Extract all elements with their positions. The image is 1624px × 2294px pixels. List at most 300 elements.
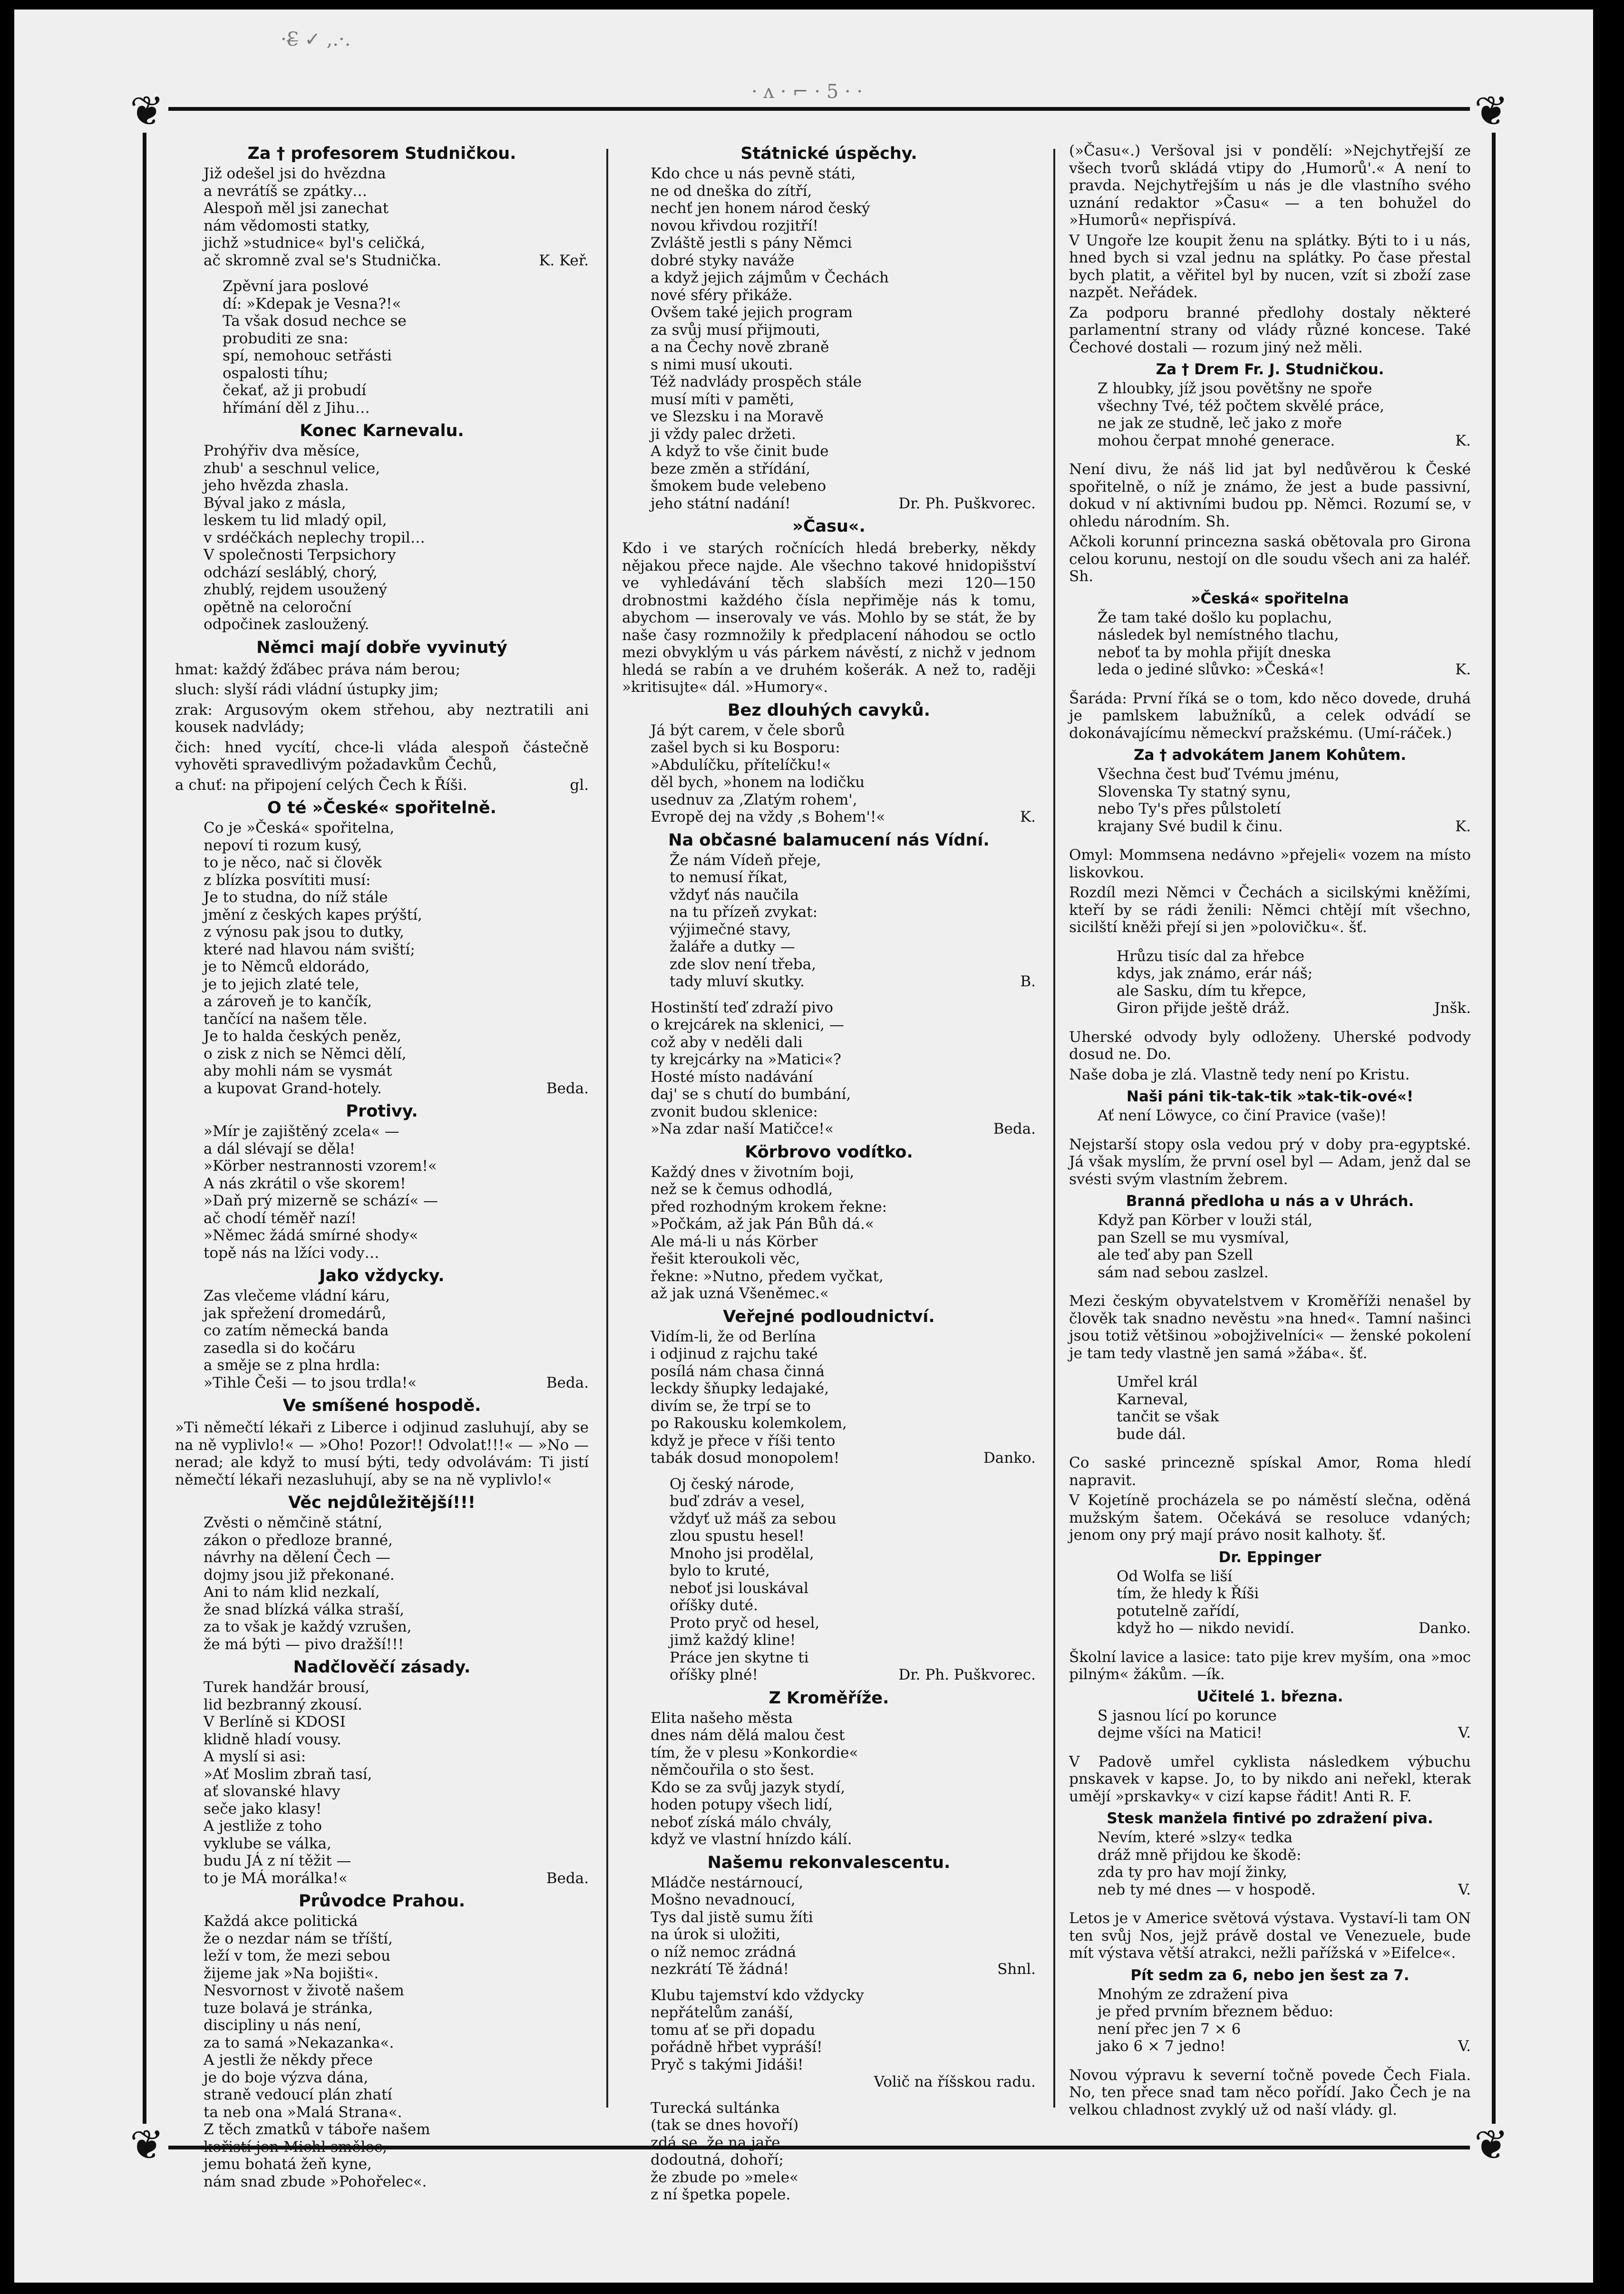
paragraph: Uherské odvody byly odloženy. Uherské podvody dosud ne. Do. — [1069, 1028, 1471, 1063]
verse-line: jeho státní nadání! — [651, 495, 791, 512]
article-heading: Ve smíšené hospodě. — [282, 1396, 481, 1415]
verse-line: to je MÁ morálka!« — [204, 1869, 348, 1887]
verse-line: buď zdráv a vesel, — [670, 1493, 805, 1510]
verse-line: Býval jako z másla, — [204, 494, 346, 512]
verse-line: němčouřila o sto šest. — [651, 1761, 815, 1779]
paragraph: Není divu, že náš lid jat byl nedůvěrou k České spořitelně, o níž je známo, že jest a bude passivní, dokud v ní aktivními budou pp. Němci. Rozumí se, v ohledu národním. Sh. — [1069, 461, 1471, 530]
spacer — [622, 1978, 1036, 1987]
verse-line: probuditi ze sna: — [223, 330, 349, 347]
verse-line: Umřel král — [1117, 1373, 1198, 1390]
author-signature: Beda. — [993, 1120, 1036, 1137]
article-heading: Veřejné podloudnictví. — [723, 1307, 935, 1326]
verse-line: Je to halda českých peněz, — [204, 1028, 401, 1045]
verse-line: leží v tom, že mezi sebou — [204, 1947, 391, 1964]
verse-line: Každá akce politická — [204, 1913, 358, 1930]
verse-line: S jasnou lící po korunce — [1098, 1707, 1277, 1724]
verse-line: nám snad zbude »Pohořelec«. — [204, 2173, 427, 2190]
verse-line: dráž mně přijdou ke škodě: — [1098, 1846, 1302, 1864]
verse-line: ne jak ze studně, leč jako z moře — [1098, 415, 1342, 432]
signed-line — [175, 777, 589, 794]
verse-line: a na Čechy nově zbraně — [651, 339, 829, 356]
verse-line: o krejcárek na sklenici, — — [651, 1016, 844, 1033]
article-heading: Za † advokátem Janem Kohůtem. — [1133, 747, 1407, 764]
author-signature: K. — [1455, 661, 1471, 678]
verse-line: zda ty pro hav mojí žinky, — [1098, 1864, 1288, 1881]
scan-mark: ·Ɛ̶ ✓ ,.·. — [281, 29, 351, 50]
verse-line: i odjinud z rajchu také — [651, 1345, 818, 1362]
verse-line: dí: »Kdepak je Vesna?!« — [223, 295, 401, 312]
verse-line: ale Sasku, dím tu křepce, — [1117, 982, 1307, 1000]
signed-line — [175, 252, 589, 270]
verse-line: kořistí jen Michl smělec, — [204, 2138, 387, 2156]
verse-line: »Němec žádá smírné shody« — [204, 1227, 418, 1244]
verse-line: divím se, že trpí se to — [651, 1397, 811, 1415]
author-signature: Beda. — [546, 1079, 589, 1097]
verse-line: »Ať Moslim zbraň tasí, — [204, 1765, 372, 1783]
signed-line — [1069, 1881, 1471, 1899]
verse-line: Mnoho jsi prodělal, — [670, 1545, 814, 1562]
verse-line: Tys dal jistě sumu žíti — [651, 1908, 813, 1926]
verse-line: tady mluví skutky. — [670, 973, 805, 990]
verse-line: na tu přízeň zvykat: — [670, 904, 818, 921]
paragraph: (»Času«.) Veršoval jsi v pondělí: »Nejchytřejší ze všech tvorů skládá vtipy do ,Humorů'.« A není to pravda. Nejchytřejším u nás je dle vlastního svého uznání redaktor »Času« — a ten bohužel do »Humorů« nepřispívá. — [1069, 142, 1471, 229]
signed-line — [622, 1666, 1036, 1684]
author-signature: K. — [1455, 432, 1471, 449]
verse-line: Ale má-li u nás Körber — [651, 1233, 818, 1250]
verse-line: jmění z českých kapes prýští, — [204, 906, 422, 923]
article-heading: Průvodce Prahou. — [298, 1892, 466, 1911]
verse-line: Já být carem, v čele sborů — [651, 721, 845, 739]
author-signature: Beda. — [546, 1869, 589, 1887]
verse-line: Nesvornost v životě našem — [204, 1982, 404, 1999]
article-heading: Naši páni tik-tak-tik »tak-tik-ové«! — [1126, 1088, 1414, 1105]
signed-line — [1069, 661, 1471, 679]
verse-line: »Na zdar naší Matičce!« — [651, 1120, 834, 1137]
verse-line: vždyť nás naučila — [670, 886, 799, 904]
author-signature: K. — [1020, 808, 1036, 826]
verse-line: Ovšem také jejich program — [651, 304, 853, 321]
verse-line: návrhy na dělení Čech — — [204, 1549, 390, 1566]
verse-line: discipliny u nás není, — [204, 2017, 362, 2034]
verse-line: pan Szell se mu vysmíval, — [1098, 1229, 1290, 1246]
paragraph: »Ti němečtí lékaři z Liberce i odjinud zasluhují, aby se na ně vyplivlo!« — »Oho! Pozor!! Odvolat!!!« — »No — nerad; ale když to musí býti, tedy odvolávám: Ti jistí němečtí lékaři nezasluhují, aby se na ně vyplivlo!« — [175, 1419, 589, 1488]
verse-line: dodoutná, dohoří; — [651, 2151, 784, 2168]
paragraph: Omyl: Mommsena nedávno »přejeli« vozem na místo liskovkou. — [1069, 846, 1471, 881]
verse-line: A myslí si asi: — [204, 1748, 306, 1765]
paragraph: Mezi českým obyvatelstvem v Kroměříži nenašel by člověk tak snadno nevěstu »na hned«. Tamní našinci jsou totiž většinou »obojživelníci« — ženské pokolení je tam tedy vlastně jen samá »žába«. šť. — [1069, 1293, 1471, 1362]
author-signature: Shnl. — [997, 1961, 1036, 1978]
verse-line: dobré styky naváže — [651, 252, 795, 269]
verse-line: ty krejcárky na »Matici«? — [651, 1051, 841, 1068]
verse-line: je to jejich zlaté tele, — [204, 975, 360, 993]
verse-line: Turek handžár brousí, — [204, 1679, 370, 1696]
verse-line: a když jejich zájmům v Čechách — [651, 269, 889, 286]
article-heading: Konec Karnevalu. — [300, 421, 464, 440]
verse-line: ospalosti tíhu; — [223, 364, 329, 382]
verse-line: je do boje výzva dána, — [204, 2069, 369, 2086]
spacer — [175, 269, 589, 278]
verse-line: A jestliže z toho — [204, 1818, 322, 1835]
verse-line: jichž »studnice« byl's celičká, — [204, 234, 426, 252]
verse-line: Prohýřiv dva měsíce, — [204, 442, 360, 459]
scan-mark: · ʌ · ⌐ · 5 · · — [751, 81, 863, 103]
verse-line: zašel bych si ku Bosporu: — [651, 739, 840, 756]
paragraph: Co saské princezně spískal Amor, Roma hledí napravit. — [1069, 1454, 1471, 1489]
paragraph: Ačkoli korunní princezna saská obětovala pro Girona celou korunu, nestojí on dle soudu všech ani za haléř. Sh. — [1069, 533, 1471, 585]
verse-line: leckdy šňupky ledajaké, — [651, 1380, 829, 1397]
verse-line: za svůj musí přijmouti, — [651, 321, 820, 339]
verse-line: odchází sesláblý, chorý, — [204, 564, 378, 581]
paragraph: Kdo i ve starých ročnících hledá breberky, někdy nějakou přece najde. Ale všechno takové hnidopišství ve vyhledávání těch slabších mezi 120—150 drobnostmi každého čísla nepřiměje nás k tomu, abychom — inserovaly ve vás. Mohlo by se stát, že by naše časy rozmnožily k předplacení náhodou se octlo mezi obvyklým u vás párkem návěstí, z nichž v jednom hledá se rabín a ve druhém košerák. A než to, raději »kritisujte« dál. »Humory«. — [622, 540, 1036, 696]
verse-line: nepoví ti rozum kusý, — [204, 836, 362, 854]
article-heading: O té »České« spořitelně. — [267, 798, 496, 817]
verse-line: zákon o předloze branné, — [204, 1531, 393, 1549]
spacer — [1069, 1281, 1471, 1290]
paragraph: Školní lavice a lasice: tato pije krev myším, ona »moc pilným« žákům. —ík. — [1069, 1648, 1471, 1683]
verse-line: aby mohli nám se vysmát — [204, 1062, 392, 1079]
spacer — [1069, 835, 1471, 844]
verse-line: krajany Své budil k činu. — [1098, 817, 1283, 835]
article-heading: Státnické úspěchy. — [740, 144, 917, 163]
corner-ornament-icon: ❦ — [1470, 2124, 1513, 2167]
article-heading: Branná předloha u nás a v Uhrách. — [1126, 1193, 1414, 1210]
verse-line: Mošno nevadnoucí, — [651, 1891, 796, 1908]
verse-line: vždyť už máš za sebou — [670, 1510, 836, 1527]
author-signature: V. — [1458, 1881, 1471, 1898]
verse-line: z ní špetka popele. — [651, 2186, 791, 2203]
verse-line: je to Němců eldorádo, — [204, 958, 370, 975]
verse-line: tím, že v plesu »Konkordie« — [651, 1744, 858, 1761]
article-heading: Jako vždycky. — [319, 1266, 445, 1285]
verse-line: vyklube se válka, — [204, 1835, 331, 1852]
verse-line: ta neb ona »Malá Strana«. — [204, 2103, 402, 2121]
author-signature: gl. — [570, 776, 589, 794]
verse-line: posílá nám chasa činná — [651, 1362, 825, 1380]
verse-line: Hosté místo nadávání — [651, 1068, 813, 1086]
verse-line: když je přece v říši tento — [651, 1432, 836, 1449]
verse-line: Že nám Vídeň přeje, — [670, 851, 821, 869]
verse-line: daj' se s chutí do bumbání, — [651, 1086, 851, 1103]
verse-line: oříšky duté. — [670, 1597, 758, 1614]
author-signature: K. Keř. — [539, 252, 589, 269]
verse-line: ale teď aby pan Szell — [1098, 1246, 1253, 1264]
verse-line: všechny Tvé, též počtem skvělé práce, — [1098, 397, 1384, 415]
verse-line: Zpěvní jara poslové — [223, 278, 369, 295]
verse-line: že o nezdar nám se tříští, — [204, 1930, 393, 1947]
verse-line: Alespoň měl jsi zanechat — [204, 200, 389, 217]
verse-line: Klubu tajemství kdo vždycky — [651, 1986, 864, 2004]
article-heading: Nadčlověčí zásady. — [293, 1658, 471, 1677]
verse-line: leskem tu lid mladý opil, — [204, 512, 387, 529]
verse-line: kdys, jak známo, erár náš; — [1117, 965, 1313, 982]
verse-line: Kdo se za svůj jazyk stydí, — [651, 1779, 846, 1796]
verse-line: dejme všíci na Matici! — [1098, 1724, 1263, 1741]
article-heading: Stesk manžela fintivé po zdražení piva. — [1107, 1810, 1433, 1827]
verse-line: A nás zkrátil o vše skorem! — [204, 1175, 406, 1192]
verse-line: dnes nám dělá malou čest — [651, 1727, 845, 1744]
article-heading: Za † profesorem Studničkou. — [247, 144, 516, 163]
verse-line: Práce jen skytne ti — [670, 1649, 809, 1666]
verse-line: A jestli že někdy přece — [204, 2051, 373, 2069]
verse-line: Co je »Česká« spořitelna, — [204, 819, 395, 836]
verse-line: tím, že hledy k Říši — [1117, 1585, 1259, 1602]
verse-line: Nevím, které »slzy« tedka — [1098, 1829, 1293, 1846]
article-heading: Za † Drem Fr. J. Studničkou. — [1156, 361, 1384, 378]
spacer — [1069, 1443, 1471, 1451]
corner-ornament-icon: ❦ — [126, 90, 168, 133]
verse-line: Giron přijde ještě dráž. — [1117, 1000, 1290, 1017]
verse-line: Kdo chce u nás pevně státi, — [651, 165, 856, 182]
verse-line: a chuť: na připojení celých Čech k Říši. — [175, 776, 467, 794]
verse-line: nepřátelům zanáší, — [651, 2004, 794, 2021]
author-signature: B. — [1020, 973, 1036, 990]
verse-line: není přec jen 7 × 6 — [1098, 2020, 1241, 2038]
signed-line — [1069, 818, 1471, 836]
article-heading: Němci mají dobře vyvinutý — [256, 638, 507, 657]
verse-line: s nimi musí ukouti. — [651, 356, 793, 373]
article-heading: Dr. Eppinger — [1218, 1548, 1322, 1566]
verse-line: Hrůzu tisíc dal za hřebce — [1117, 947, 1304, 965]
verse-line: Elita našeho města — [651, 1709, 793, 1727]
verse-line: tuze bolavá je stránka, — [204, 1999, 373, 2017]
verse-line: tabák dosud monopolem! — [651, 1449, 840, 1467]
verse-line: »Mír je zajištěný zcela« — — [204, 1123, 399, 1140]
spacer — [1069, 1637, 1471, 1646]
signed-line — [175, 1374, 589, 1392]
verse-line: V společnosti Terpsichory — [204, 546, 396, 564]
verse-line: na úrok si uložiti, — [651, 1926, 781, 1943]
verse-line: neb ty mé dnes — v hospodě. — [1098, 1881, 1316, 1898]
verse-line: co zatím německá banda — [204, 1322, 389, 1339]
paragraph: V Padově umřel cyklista následkem výbuchu pnskavek v kapse. Jo, to by nikdo ani neřekl, kterak umějí »prskavky« v cizí kapse řádit! Anti R. F. — [1069, 1753, 1471, 1805]
verse-line: Volič na říšskou radu. — [874, 2073, 1036, 2090]
article-heading: »Času«. — [792, 517, 865, 536]
paragraph: Novou výpravu k severní točně povede Čech Fiala. No, ten přece snad tam něco pořídí. Jako Čech je na velkou chladnost zvyklý už od naší vlády. gl. — [1069, 2066, 1471, 2119]
verse-line: což aby v neděli dali — [651, 1033, 803, 1051]
column-2 — [622, 139, 1036, 2203]
verse-line: beze změn a střídání, — [651, 460, 811, 477]
verse-line: Všechna čest buď Tvému jménu, — [1098, 766, 1340, 783]
verse-line: potutelně zařídí, — [1117, 1602, 1240, 1620]
verse-line: ač skromně zval se's Studnička. — [204, 252, 441, 269]
verse-line: když ve vlastní hnízdo kálí. — [651, 1831, 852, 1848]
verse-line: že zbude po »mele« — [651, 2168, 799, 2186]
spacer — [1069, 1125, 1471, 1133]
spacer — [1069, 1898, 1471, 1907]
spacer — [1069, 1365, 1471, 1373]
signed-line — [1069, 1620, 1471, 1637]
verse-line: Každý dnes v životním boji, — [651, 1163, 855, 1181]
verse-line: šmokem bude velebeno — [651, 477, 827, 495]
verse-line: jak spřežení dromedárů, — [204, 1304, 387, 1322]
verse-line: Evropě dej na vždy ,s Bohem'!« — [651, 808, 885, 826]
verse-line: že snad blízká válka straší, — [204, 1601, 405, 1618]
verse-line: dojmy jsou již překonané. — [204, 1566, 395, 1584]
author-signature: V. — [1458, 2038, 1471, 2055]
verse-line: tomu ať se při dopadu — [651, 2021, 816, 2039]
verse-line: z blízka posvítiti musí: — [204, 871, 371, 889]
verse-line: děl bych, »honem na lodičku — [651, 774, 865, 791]
signed-line — [622, 973, 1036, 991]
signed-line — [1069, 2038, 1471, 2055]
paragraph: Rozdíl mezi Němci v Čechách a sicilskými kněžími, kteří by se rádi ženili: Němci chtějí mít všechno, sicilští kněži přejí si jen »polovičku«. šť. — [1069, 884, 1471, 936]
verse-line: Mládče nestárnoucí, — [651, 1874, 804, 1891]
verse-line: ne od dneška do zítří, — [651, 182, 812, 200]
paragraph: zrak: Argusovým okem střehou, aby neztratili ani kousek nadvlády; — [175, 701, 589, 736]
verse-line: ač chodí téměř nazí! — [204, 1209, 357, 1227]
verse-line: za to samá »Nekazanka«. — [204, 2034, 394, 2051]
paragraph: sluch: slyší rádi vládní ústupky jim; — [175, 681, 439, 698]
signed-line — [622, 1449, 1036, 1467]
article-heading: Na občasné balamucení nás Vídní. — [668, 830, 990, 850]
signed-line — [175, 1080, 589, 1098]
verse-line: »Tihle Češi — to jsou trdla!« — [204, 1374, 417, 1391]
verse-line: musí míti v paměti, — [651, 390, 795, 408]
signed-line — [622, 1961, 1036, 1978]
corner-ornament-icon: ❦ — [1470, 90, 1513, 133]
verse-line: bude dál. — [1117, 1425, 1186, 1443]
verse-line: Již odešel jsi do hvězdna — [204, 165, 386, 182]
article-heading: Našemu rekonvalescentu. — [707, 1853, 951, 1872]
verse-line: žijeme jak »Na bojišti«. — [204, 1964, 379, 1982]
verse-line: bylo to kruté, — [670, 1562, 770, 1579]
verse-line: (tak se dnes hovoří) — [651, 2117, 799, 2134]
author-signature: Dr. Ph. Puškvorec. — [898, 1666, 1036, 1683]
verse-line: novou křivdou rozjitří! — [651, 217, 818, 234]
verse-line: Proto pryč od hesel, — [670, 1614, 820, 1632]
verse-line: hřímání děl z Jihu… — [223, 399, 370, 417]
verse-line: nám vědomosti statky, — [204, 217, 370, 234]
verse-line: odpočinek zasloužený. — [204, 616, 370, 633]
verse-line: tančit se však — [1117, 1408, 1219, 1425]
verse-line: zhublý, rejdem usoužený — [204, 581, 388, 598]
verse-line: a nevrátíš se zpátky… — [204, 182, 368, 200]
verse-line: Mnohým ze zdražení piva — [1098, 1985, 1289, 2003]
verse-line: Ať není Löwyce, co činí Pravice (vaše)! — [1098, 1107, 1387, 1124]
verse-line: ve Slezsku i na Moravě — [651, 408, 824, 425]
verse-line: neboť jsi louskával — [670, 1579, 809, 1597]
article-heading: »Česká« spořitelna — [1191, 590, 1349, 607]
spacer — [622, 1467, 1036, 1476]
column-rule — [1053, 149, 1055, 2108]
verse-line: »Körber nestrannosti vzorem!« — [204, 1157, 437, 1175]
verse-line: Ani to nám klid nezkalí, — [204, 1584, 380, 1601]
verse-line: zlou spustu hesel! — [670, 1527, 805, 1545]
signed-line — [1069, 432, 1471, 450]
author-signature: Beda. — [546, 1374, 589, 1391]
verse-line: Od Wolfa se liší — [1117, 1567, 1233, 1585]
verse-line: zasedla si do kočáru — [204, 1339, 356, 1357]
verse-line: sám nad sebou zaslzel. — [1098, 1264, 1269, 1281]
verse-line: neboť získá málo chvály, — [651, 1813, 832, 1831]
verse-line: nechť jen honem národ český — [651, 200, 870, 217]
verse-line: topě nás na lžíci vody… — [204, 1244, 379, 1262]
verse-line: Hostinští teď zdraží pivo — [651, 999, 834, 1016]
verse-line: za to však je každý vzrušen, — [204, 1618, 412, 1635]
verse-line: Turecká sultánka — [651, 2099, 780, 2117]
verse-line: které nad hlavou nám sviští; — [204, 941, 415, 958]
verse-line: Ta však dosud nechce se — [223, 312, 407, 330]
verse-line: zde slov není třeba, — [670, 955, 817, 973]
paragraph: Nejstarší stopy osla vedou prý v doby pra-egyptské. Já však myslím, že první osel byl — Adam, jenž dal se svésti svým vlastním žebrem. — [1069, 1136, 1471, 1188]
verse-line: Též nadvlády prospěch stále — [651, 373, 862, 390]
author-signature: Danko. — [1418, 1620, 1471, 1637]
signed-line — [622, 808, 1036, 826]
column-1 — [175, 139, 589, 2190]
spacer — [1069, 679, 1471, 687]
article-heading: Z Kroměříže. — [768, 1688, 889, 1708]
verse-line: budu JÁ z ní těžit — — [204, 1852, 351, 1869]
verse-line: že má býti — pivo dražší!!! — [204, 1635, 404, 1653]
author-signature: Danko. — [983, 1449, 1036, 1467]
article-heading: Körbrovo vodítko. — [745, 1142, 913, 1162]
verse-line: a kupovat Grand-hotely. — [204, 1079, 382, 1097]
verse-line: Pryč s takými Jidáši! — [651, 2056, 804, 2073]
column-3 — [1069, 139, 1471, 2117]
verse-line: řešit kteroukoli věc, — [651, 1250, 800, 1267]
corner-ornament-icon: ❦ — [126, 2124, 168, 2167]
verse-line: ji vždy palec držeti. — [651, 425, 796, 443]
verse-line: a směje se z plna hrdla: — [204, 1357, 380, 1374]
verse-line: pořádně hřbet vypráší! — [651, 2039, 823, 2056]
verse-line: usednuv za ,Zlatým rohem', — [651, 791, 857, 808]
verse-line: oříšky plné! — [670, 1666, 758, 1683]
verse-line: to je něco, nač si člověk — [204, 854, 382, 871]
verse-line: Zvěsti o němčině státní, — [204, 1514, 383, 1531]
signed-line — [622, 495, 1036, 513]
article-heading: Věc nejdůležitější!!! — [288, 1493, 476, 1512]
verse-line: Že tam také došlo ku poplachu, — [1098, 609, 1332, 626]
verse-line: nové sféry přikáže. — [651, 286, 793, 304]
article-heading: Bez dlouhých cavyků. — [727, 700, 931, 720]
article-heading: Pít sedm za 6, nebo jen šest za 7. — [1130, 1966, 1410, 1984]
verse-line: nebo Ty's přes půlstoletí — [1098, 800, 1281, 817]
signed-line — [1069, 1724, 1471, 1742]
verse-line: až jak uzná Všeněmec.« — [651, 1285, 829, 1302]
paragraph: V Ungoře lze koupit ženu na splátky. Býti to i u nás, hned bych si vzal jednu na splátky. Po čase přestal bych platit, a věřitel byl by nucen, vzít si zboží zase nazpět. Neřádek. — [1069, 232, 1471, 301]
verse-line: »Daň prý mizerně se schází« — — [204, 1192, 438, 1209]
paragraph: hmat: každý žďábec práva nám berou; — [175, 661, 461, 678]
verse-line: to nemusí říkat, — [670, 869, 788, 886]
verse-line: následek byl nemístného tlachu, — [1098, 626, 1339, 643]
verse-line: spí, nemohouc setřásti — [223, 347, 392, 364]
paragraph: V Kojetíně procházela se po náměstí slečna, oděná mužským šatem. Očekává se resoluce vdaných; jenom ony prý mají právo nosit kalhoty. šť. — [1069, 1492, 1471, 1544]
paragraph: čich: hned vycítí, chce-li vláda alespoň částečně vyhověti spravedlivým požadavkům Čechů, — [175, 739, 589, 773]
verse-line: a dál slévají se děla! — [204, 1140, 356, 1157]
verse-line: »Abdulíčku, přítelíčku!« — [651, 756, 831, 774]
verse-line: ať slovanské hlavy — [204, 1783, 340, 1800]
verse-line: než se k čemus odhodlá, — [651, 1181, 833, 1198]
spacer — [1069, 939, 1471, 948]
spacer — [622, 2091, 1036, 2100]
verse-line: hoden potupy všech lidí, — [651, 1796, 833, 1813]
verse-line: po Rakousku kolemkolem, — [651, 1415, 847, 1432]
verse-line: v srdéčkách neplechy tropil… — [204, 529, 425, 546]
verse-line: a zároveň je to kančík, — [204, 993, 372, 1010]
article-heading: Učitelé 1. března. — [1196, 1688, 1343, 1705]
author-signature: Dr. Ph. Puškvorec. — [898, 495, 1036, 512]
spacer — [622, 991, 1036, 999]
verse-line: Z hloubky, jíž jsou povětšny ne spoře — [1098, 380, 1372, 397]
author-signature: V. — [1458, 1724, 1471, 1741]
verse-line: straně vedoucí plán zhatí — [204, 2086, 392, 2103]
verse-line: Zvláště jestli s pány Němci — [651, 234, 852, 252]
signed-line — [622, 1120, 1036, 1138]
author-signature: Jnšk. — [1434, 1000, 1471, 1017]
verse-line: Zas vlečeme vládní káru, — [204, 1287, 390, 1304]
verse-line: jeho hvězda zhasla. — [204, 477, 349, 494]
verse-line: zhub' a seschnul velice, — [204, 459, 380, 477]
